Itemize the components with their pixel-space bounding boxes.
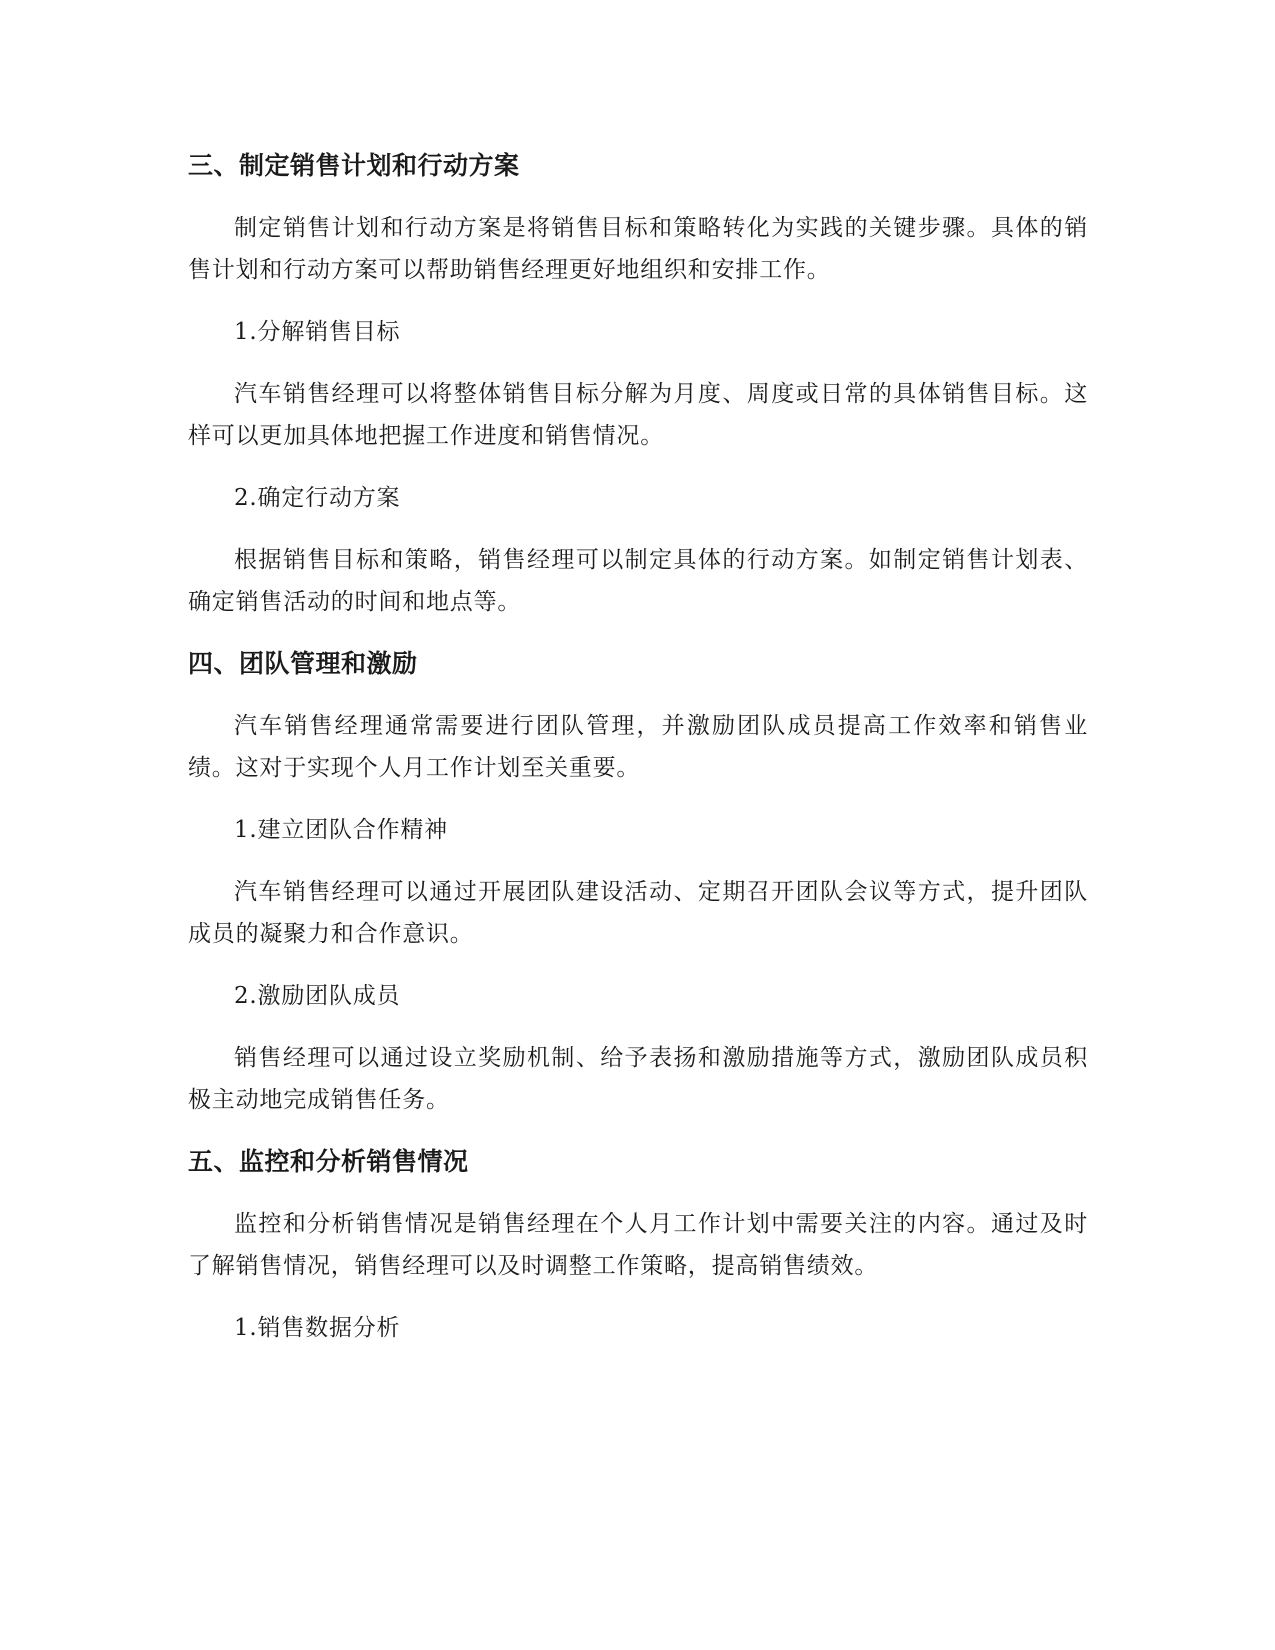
subsection-title: 2.激励团队成员 [234,983,401,1009]
subsection-paragraph: 根据销售目标和策略，销售经理可以制定具体的行动方案。如制定销售计划表、确定销售活动的时间和地点等。 [188,547,1088,615]
section-intro-paragraph: 制定销售计划和行动方案是将销售目标和策略转化为实践的关键步骤。具体的销售计划和行动方案可以帮助销售经理更好地组织和安排工作。 [188,215,1088,283]
section-heading: 五、监控和分析销售情况 [188,1147,469,1176]
section-intro-paragraph: 汽车销售经理通常需要进行团队管理，并激励团队成员提高工作效率和销售业绩。这对于实现个人月工作计划至关重要。 [188,713,1088,781]
subsection-title: 1.销售数据分析 [234,1315,401,1341]
subsection-title: 2.确定行动方案 [234,485,401,511]
subsection-paragraph: 汽车销售经理可以通过开展团队建设活动、定期召开团队会议等方式，提升团队成员的凝聚力和合作意识。 [188,879,1088,947]
section-intro-paragraph: 监控和分析销售情况是销售经理在个人月工作计划中需要关注的内容。通过及时了解销售情况，销售经理可以及时调整工作策略，提高销售绩效。 [188,1211,1088,1279]
document-body [188,145,1088,1369]
subsection-paragraph: 销售经理可以通过设立奖励机制、给予表扬和激励措施等方式，激励团队成员积极主动地完成销售任务。 [188,1045,1088,1113]
subsection-paragraph: 汽车销售经理可以将整体销售目标分解为月度、周度或日常的具体销售目标。这样可以更加具体地把握工作进度和销售情况。 [188,381,1088,449]
section-heading: 四、团队管理和激励 [188,649,418,678]
section-heading: 三、制定销售计划和行动方案 [188,151,520,180]
subsection-title: 1.分解销售目标 [234,319,401,345]
subsection-title: 1.建立团队合作精神 [234,817,448,843]
